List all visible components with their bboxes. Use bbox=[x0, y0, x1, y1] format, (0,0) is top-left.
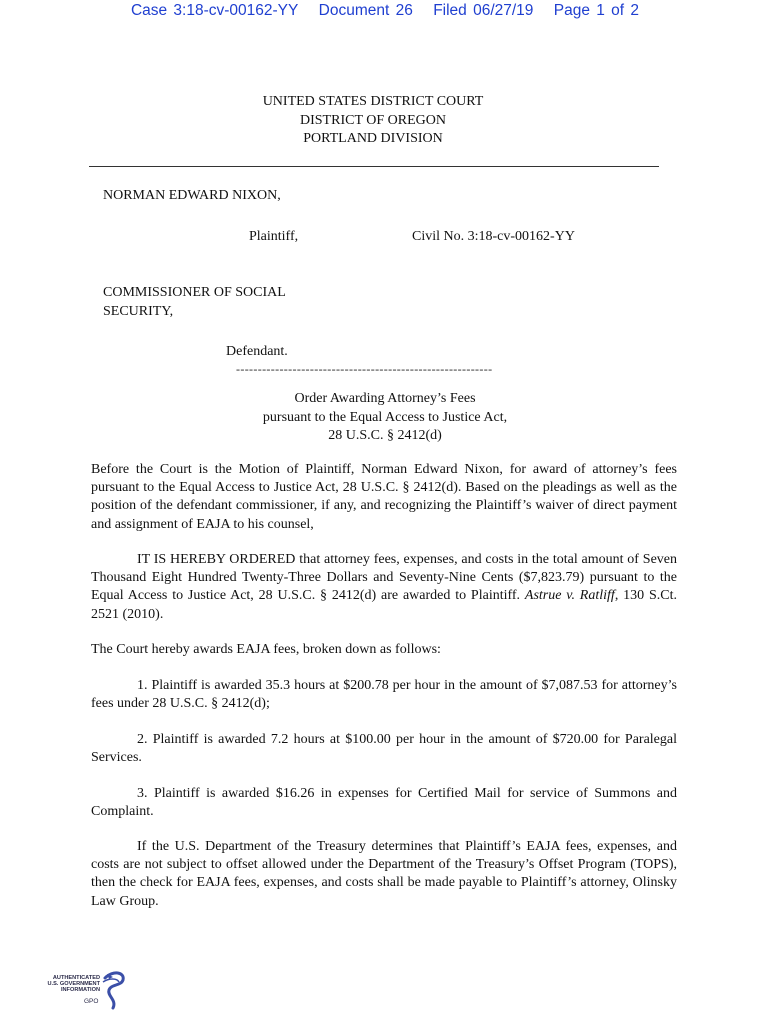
seal-line1: AUTHENTICATED bbox=[52, 975, 100, 981]
page-indicator: Page 1 of 2 bbox=[553, 2, 640, 19]
order-text: IT IS HEREBY ORDERED that attorney fees, expenses, and costs in the total amount of Seven Thousand Eight Hundred Twenty-Three Dollars and Seventy-Nine Cents ($7,823.79) pursuant to the Equal Access to Justice Act, 28 U.S.C. § 2412(d) are awarded to Plaintiff. bbox=[91, 552, 677, 604]
document-number: Document 26 bbox=[318, 2, 413, 19]
order-title bbox=[0, 390, 770, 446]
order-paragraph bbox=[91, 551, 677, 624]
filed-date: Filed 06/27/19 bbox=[433, 2, 534, 19]
case-citation: , 130 S.Ct. 2521 (2010). bbox=[91, 588, 677, 622]
seal-line2: U.S. GOVERNMENT bbox=[47, 981, 100, 988]
treasury-offset-paragraph: If the U.S. Department of the Treasury determines that Plaintiff’s EAJA fees, expenses, and costs are not subject to offset allowed under the Department of the Treasury’s Offset Program (TOPS), then the check for EAJA fees, expenses, and costs shall be made payable to Plaintiff’s attorney, Olinsky Law Group. bbox=[91, 839, 677, 909]
gpo-authentication-seal bbox=[44, 970, 134, 1014]
court-division: PORTLAND DIVISION bbox=[303, 131, 443, 146]
gpo-eagle-icon bbox=[99, 970, 129, 1012]
case-citation-name: Astrue v. Ratliff bbox=[524, 588, 615, 604]
award-item-paralegal: 2. Plaintiff is awarded 7.2 hours at $100.00 per hour in the amount of $720.00 for Paralegal Services. bbox=[91, 732, 677, 766]
court-heading bbox=[0, 93, 746, 149]
seal-line3: INFORMATION bbox=[60, 987, 100, 994]
defendant-role: Defendant. bbox=[226, 344, 288, 359]
plaintiff-role: Plaintiff, bbox=[249, 229, 299, 244]
award-item-expenses: 3. Plaintiff is awarded $16.26 in expenses for Certified Mail for service of Summons and Complaint. bbox=[91, 786, 677, 820]
gpo-label: GPO bbox=[84, 998, 99, 1005]
breakdown-intro: The Court hereby awards EAJA fees, broken down as follows: bbox=[91, 642, 441, 657]
order-title-line1: Order Awarding Attorney’s Fees bbox=[294, 391, 476, 406]
caption-separator: ----------------------------------------------------------- bbox=[236, 362, 493, 376]
plaintiff-name: NORMAN EDWARD NIXON, bbox=[103, 188, 281, 203]
order-title-line3: 28 U.S.C. § 2412(d) bbox=[328, 428, 442, 443]
court-name: UNITED STATES DISTRICT COURT bbox=[262, 94, 484, 109]
heading-divider bbox=[89, 166, 659, 167]
civil-number: Civil No. 3:18-cv-00162-YY bbox=[412, 229, 575, 244]
defendant-name: COMMISSIONER OF SOCIAL SECURITY, bbox=[103, 285, 286, 319]
award-item-attorney-fees: 1. Plaintiff is awarded 35.3 hours at $200.78 per hour in the amount of $7,087.53 for attorney’s fees under 28 U.S.C. § 2412(d); bbox=[91, 678, 677, 712]
court-district: DISTRICT OF OREGON bbox=[300, 112, 446, 128]
seal-text bbox=[44, 975, 100, 994]
filing-stamp bbox=[0, 2, 770, 20]
order-title-line2: pursuant to the Equal Access to Justice Act, bbox=[262, 409, 508, 425]
case-number: Case 3:18-cv-00162-YY bbox=[130, 2, 299, 19]
motion-paragraph: Before the Court is the Motion of Plaintiff, Norman Edward Nixon, for award of attorney’s fees pursuant to the Equal Access to Justice Act, 28 U.S.C. § 2412(d). Based on the pleadings as well as the position of the defendant commissioner, if any, and recognizing the Plaintiff’s waiver of direct payment and assignment of EAJA to his counsel, bbox=[91, 462, 677, 532]
